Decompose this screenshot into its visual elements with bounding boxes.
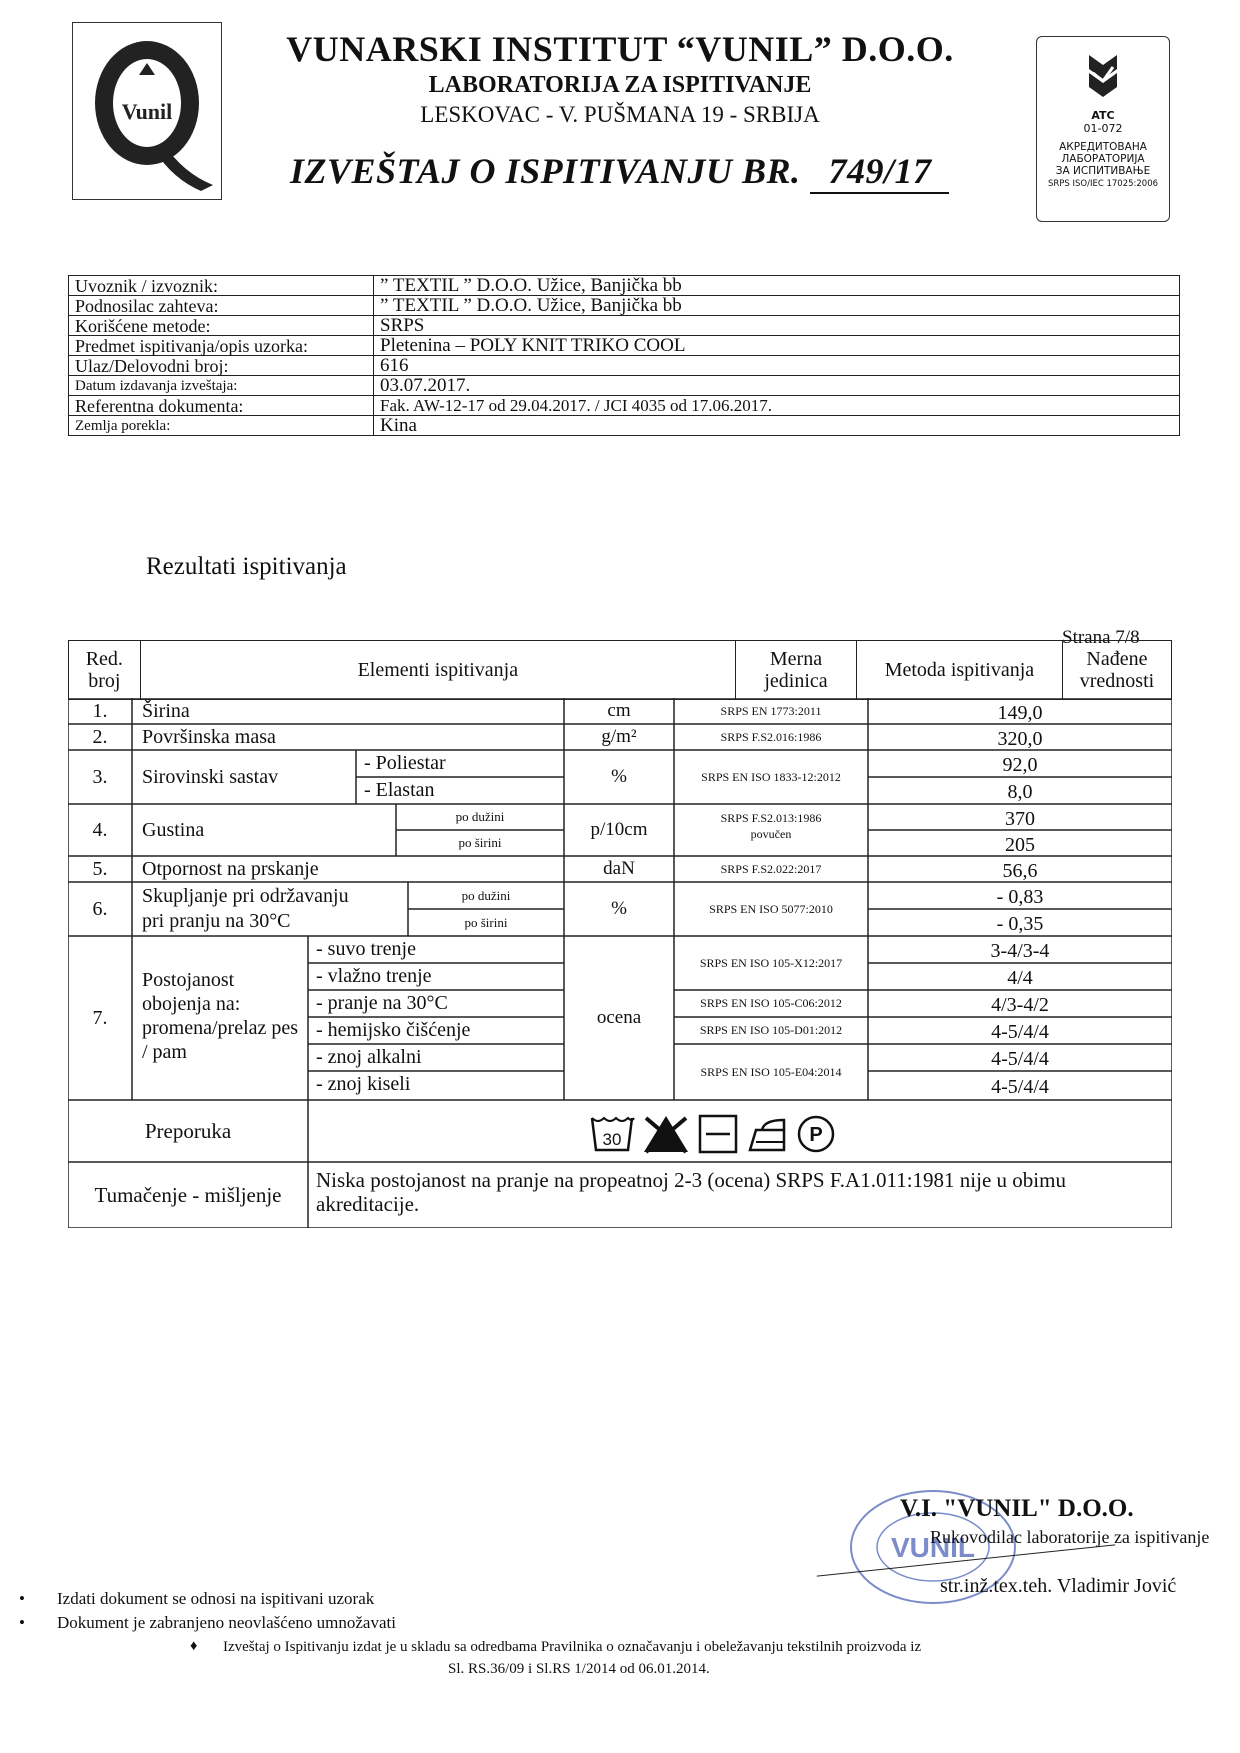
row-sub: po dužini <box>461 888 511 903</box>
report-number: 749/17 <box>810 150 949 194</box>
row-no: 2. <box>92 726 108 748</box>
info-label: Uvoznik / izvoznik: <box>69 276 374 296</box>
row-no: 7. <box>92 1007 108 1029</box>
report-label: IZVEŠTAJ O ISPITIVANJU BR. <box>290 151 801 191</box>
row-name: Površinska masa <box>142 726 276 748</box>
footer-regulation: Izveštaj o Ispitivanju izdat je u skladu sa odredbama Pravilnika o označavanju i obeležavanju tekstilnih proizvoda iz <box>223 1639 922 1655</box>
header-method: Metoda ispitivanja <box>857 641 1063 699</box>
header-unit: Merna jedinica <box>736 641 857 700</box>
info-label: Referentna dokumenta: <box>69 396 374 416</box>
info-value: 616 <box>374 356 1180 376</box>
results-body <box>68 698 1172 1228</box>
info-row <box>69 336 1180 356</box>
accreditation-line2: ЛАБОРАТОРИЈА <box>1061 153 1145 165</box>
row-sub: - Elastan <box>364 779 435 801</box>
row-unit: daN <box>603 858 635 879</box>
accreditation-standard: SRPS ISO/IEC 17025:2006 <box>1047 179 1159 189</box>
results-table <box>68 640 1172 700</box>
row-method: SRPS EN ISO 105-X12:2017 <box>699 956 843 970</box>
footer-note: • Dokument je zabranjeno neovlašćeno umnožavati <box>57 1613 396 1633</box>
signature-role: Rukovodilac laboratorije za ispitivanje <box>930 1527 1210 1547</box>
footer-note: • Izdati dokument se odnosi na ispitivani uzorak <box>57 1589 374 1609</box>
info-value: ” TEXTIL ” D.O.O. Užice, Banjička bb <box>374 296 1180 316</box>
accreditation-line3: ЗА ИСПИТИВАЊЕ <box>1055 165 1151 177</box>
institute-name: VUNARSKI INSTITUT “VUNIL” D.O.O. <box>286 29 954 69</box>
info-value: Kina <box>374 416 1180 436</box>
wash-30-icon <box>592 1118 634 1150</box>
info-row <box>69 316 1180 336</box>
row-name-line1: Skupljanje pri održavanju <box>142 885 349 907</box>
row-no: 5. <box>92 858 108 880</box>
info-row <box>69 396 1180 416</box>
row-name-line2: pri pranju na 30°C <box>142 910 291 932</box>
sample-info-table <box>68 275 1180 436</box>
row-sub: po širini <box>458 835 502 850</box>
row-sub: - vlažno trenje <box>316 965 432 987</box>
row-method: SRPS EN ISO 5077:2010 <box>709 902 833 916</box>
row-method: SRPS EN ISO 105-C06:2012 <box>700 996 842 1010</box>
info-row <box>69 376 1180 396</box>
info-row <box>69 416 1180 436</box>
signature-name: str.inž.tex.teh. Vladimir Jović <box>940 1575 1177 1597</box>
row-sub: - hemijsko čišćenje <box>316 1019 471 1041</box>
info-label: Ulaz/Delovodni broj: <box>69 356 374 376</box>
info-label: Predmet ispitivanja/opis uzorka: <box>69 336 374 356</box>
dryclean-letter: P <box>809 1124 823 1146</box>
row-value: 4/4 <box>1007 967 1033 989</box>
row-name: Sirovinski sastav <box>142 766 279 788</box>
row-sub: po širini <box>464 915 508 930</box>
info-value: SRPS <box>374 316 1180 336</box>
signature-company: V.I. "VUNIL" D.O.O. <box>900 1495 1134 1522</box>
row-method: SRPS F.S2.022:2017 <box>720 862 822 876</box>
row-name: Gustina <box>142 819 205 841</box>
info-value: ” TEXTIL ” D.O.O. Užice, Banjička bb <box>374 276 1180 296</box>
accreditation-code: ATC <box>1091 109 1115 122</box>
row-sub: - znoj kiseli <box>316 1073 411 1095</box>
institute-logo <box>72 22 222 200</box>
info-value: Fak. AW-12-17 od 29.04.2017. / JCI 4035 od 17.06.2017. <box>374 396 1180 416</box>
accreditation-line1: АКРЕДИТОВАНА <box>1059 141 1147 153</box>
info-label: Datum izdavanja izveštaja: <box>69 376 374 396</box>
row-value: 4-5/4/4 <box>991 1021 1049 1043</box>
accreditation-check-icon <box>1083 51 1123 103</box>
info-label: Podnosilac zahteva: <box>69 296 374 316</box>
row-method-note: povučen <box>750 827 792 841</box>
row-value: 320,0 <box>997 728 1043 750</box>
row-no: 1. <box>92 700 108 722</box>
info-row <box>69 356 1180 376</box>
recommendation-label: Preporuka <box>144 1119 232 1143</box>
row-value: 205 <box>1005 834 1035 856</box>
row-unit: p/10cm <box>590 819 648 840</box>
row-value: 4/3-4/2 <box>991 994 1049 1016</box>
stamp-text: VUNIL <box>891 1532 975 1563</box>
row-unit: % <box>611 898 627 919</box>
row-value: 4-5/4/4 <box>991 1076 1049 1098</box>
info-value: 03.07.2017. <box>374 376 1180 396</box>
row-value: 3-4/3-4 <box>990 940 1050 962</box>
interpretation-label: Tumačenje - mišljenje <box>94 1183 282 1207</box>
tumble-dry-icon <box>700 1116 736 1152</box>
row-value: 370 <box>1005 808 1035 830</box>
info-row <box>69 276 1180 296</box>
care-symbols <box>588 1110 888 1154</box>
row-no: 4. <box>92 819 108 841</box>
row-method: SRPS EN 1773:2011 <box>720 704 822 718</box>
row-method: SRPS EN ISO 105-D01:2012 <box>699 1023 843 1037</box>
header-method-value <box>856 641 1171 700</box>
accreditation-badge <box>1036 36 1170 222</box>
row-unit: ocena <box>596 1007 642 1028</box>
page-indicator: Strana 7/8 <box>1062 627 1140 648</box>
info-label: Zemlja porekla: <box>69 416 374 436</box>
header-value: Nađene vrednosti <box>1079 648 1155 692</box>
row-value: - 0,35 <box>996 913 1044 935</box>
row-sub: - Poliestar <box>364 752 446 774</box>
row-method <box>674 810 868 842</box>
row-value: 92,0 <box>1002 754 1038 776</box>
row-no: 6. <box>92 898 108 920</box>
row-sub: - pranje na 30°C <box>316 992 448 1014</box>
row-value: - 0,83 <box>996 886 1044 908</box>
row-value: 149,0 <box>997 702 1043 724</box>
accreditation-number: 01-072 <box>1083 122 1123 135</box>
header-element: Elementi ispitivanja <box>140 641 735 700</box>
no-bleach-icon <box>644 1116 688 1152</box>
laboratory-name: LABORATORIJA ZA ISPITIVANJE <box>428 72 812 98</box>
row-value: 8,0 <box>1007 781 1033 803</box>
row-sub: - suvo trenje <box>316 938 416 960</box>
row-unit: % <box>611 766 627 787</box>
institute-address: LESKOVAC - V. PUŠMANA 19 - SRBIJA <box>420 102 820 127</box>
row-name <box>142 884 349 934</box>
info-row <box>69 296 1180 316</box>
row-method: SRPS F.S2.016:1986 <box>720 730 822 744</box>
logo-text: Vunil <box>121 99 173 124</box>
row-method: SRPS EN ISO 105-E04:2014 <box>700 1065 842 1079</box>
header-no: Red. broj <box>69 641 141 700</box>
footer-regulation-ref: Sl. RS.36/09 i Sl.RS 1/2014 od 06.01.2014. <box>448 1661 710 1677</box>
row-sub: - znoj alkalni <box>316 1046 422 1068</box>
row-unit: cm <box>607 700 631 721</box>
row-sub: po dužini <box>455 809 505 824</box>
results-header-row <box>69 641 1172 700</box>
info-value: Pletenina – POLY KNIT TRIKO COOL <box>374 336 1180 356</box>
row-name: Otpornost na prskanje <box>142 858 319 880</box>
info-label: Korišćene metode: <box>69 316 374 336</box>
row-method-main: SRPS F.S2.013:1986 <box>720 811 822 825</box>
row-method: SRPS EN ISO 1833-12:2012 <box>701 770 841 784</box>
footer-bullet-icon: ♦ <box>190 1638 198 1654</box>
interpretation-text: Niska postojanost na pranje na propeatnoj 2-3 (ocena) SRPS F.A1.011:1981 nije u obimu akreditacije. <box>316 1168 1066 1216</box>
report-title <box>290 150 949 194</box>
dryclean-p-icon <box>799 1117 833 1151</box>
row-name: Širina <box>142 700 190 722</box>
row-no: 3. <box>92 766 108 788</box>
results-title: Rezultati ispitivanja <box>146 553 347 580</box>
wash-temp: 30 <box>602 1130 622 1149</box>
row-unit: g/m² <box>601 726 637 747</box>
row-name: Postojanost obojenja na: promena/prelaz pes / pam <box>142 969 299 1063</box>
iron-icon <box>750 1120 784 1150</box>
row-value: 56,6 <box>1002 860 1038 882</box>
row-value: 4-5/4/4 <box>991 1048 1049 1070</box>
